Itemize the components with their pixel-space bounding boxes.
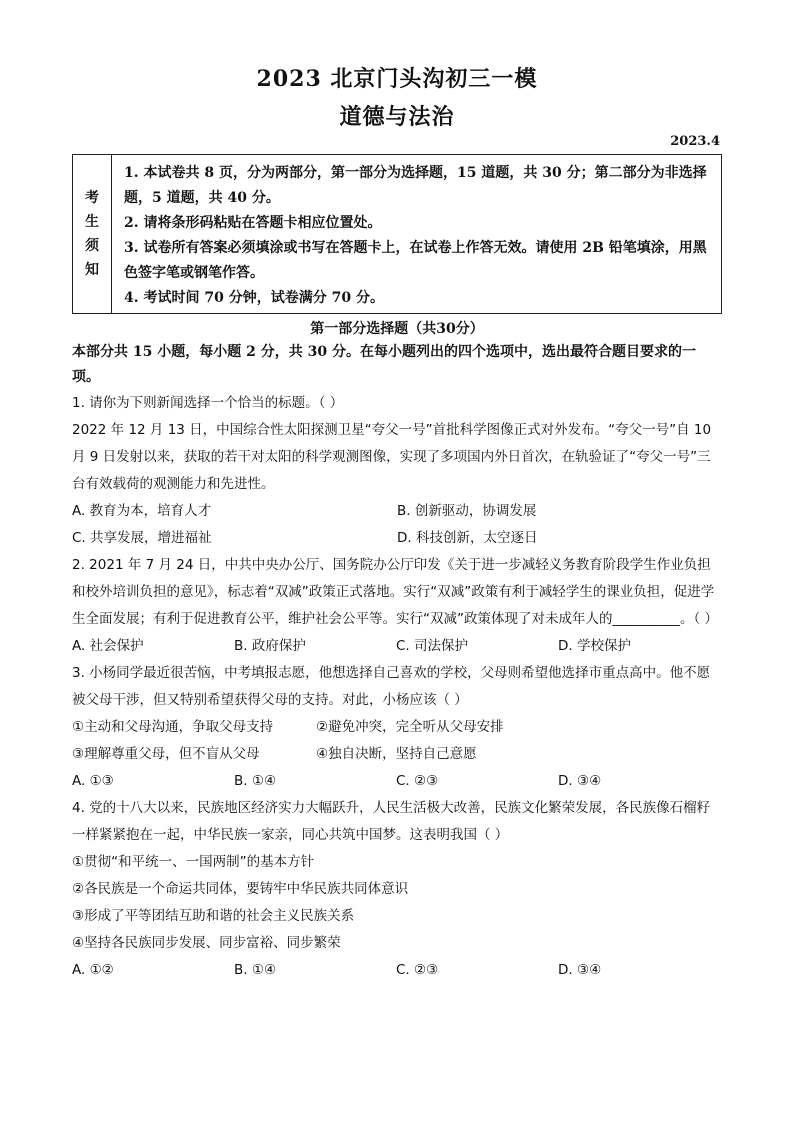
question-text: 2022 年 12 月 13 日，中国综合性太阳探测卫星“夸父一号”首批科学图像正式对外发布。“夸父一号”自 10 月 9 日发射以来，获取的若干对太阳的科学观测图像，实现了多项国内外日首次，在轨验证了“夸父一号”三台有效载荷的观测能力和先进性。 [72, 422, 712, 492]
questions-area [72, 340, 722, 984]
notice-item: 2. 请将条形码粘贴在答题卡相应位置处。 [124, 215, 382, 231]
choice-item: ③形成了平等团结互助和谐的社会主义民族关系 [72, 908, 355, 924]
option-a[interactable]: A. ①② [72, 962, 114, 978]
notice-item: 1. 本试卷共 8 页，分为两部分，第一部分为选择题，15 道题，共 30 分；第二部分为非选择题，5 道题，共 40 分。 [124, 165, 707, 206]
option-list [72, 633, 722, 660]
question-3 [72, 660, 722, 795]
notice-label-char: 知 [85, 262, 99, 278]
choice-row [72, 714, 722, 741]
option-a[interactable]: A. 教育为本，培育人才 [72, 503, 212, 519]
choice-item: ③理解尊重父母，但不盲从父母 [72, 746, 260, 762]
choice-item: ④坚持各民族同步发展、同步富裕、同步繁荣 [72, 935, 341, 951]
option-d[interactable]: D. ③④ [558, 773, 602, 789]
option-b[interactable]: B. ①④ [234, 962, 277, 978]
option-d[interactable]: D. 科技创新，太空逐日 [397, 530, 538, 546]
option-b[interactable]: B. 政府保护 [234, 638, 306, 654]
choice-row [72, 741, 722, 768]
choice-item: ④独自决断，坚持自己意愿 [316, 746, 477, 762]
option-c[interactable]: C. ②③ [396, 962, 439, 978]
question-1 [72, 390, 722, 552]
option-list [72, 957, 722, 984]
choice-item: ①主动和父母沟通，争取父母支持 [72, 719, 274, 735]
exam-subject: 道德与法治 [339, 104, 455, 130]
option-c[interactable]: C. 司法保护 [396, 638, 469, 654]
exam-date: 2023.4 [670, 134, 720, 149]
question-stem: 1. 请你为下则新闻选择一个恰当的标题。（ ） [72, 395, 344, 411]
choice-item: ①贯彻“和平统一、一国两制”的基本方针 [72, 854, 315, 870]
notice-body [112, 155, 721, 313]
notice-item: 3. 试卷所有答案必须填涂或书写在答题卡上，在试卷上作答无效。请使用 2B 铅笔填涂，用黑色签字笔或钢笔作答。 [124, 240, 707, 281]
question-stem: 3. 小杨同学最近很苦恼，中考填报志愿，他想选择自己喜欢的学校，父母则希望他选择市重点高中。他不愿被父母干涉，但又特别希望获得父母的支持。对此，小杨应该（ ） [72, 665, 711, 708]
question-2 [72, 552, 722, 660]
notice-label-char: 考 [85, 190, 99, 206]
question-4 [72, 795, 722, 984]
option-b[interactable]: B. ①④ [234, 773, 277, 789]
notice-label-char: 生 [85, 214, 99, 230]
notice-item: 4. 考试时间 70 分钟，试卷满分 70 分。 [124, 290, 384, 306]
option-d[interactable]: D. 学校保护 [558, 638, 631, 654]
option-list [72, 498, 722, 552]
option-a[interactable]: A. 社会保护 [72, 638, 144, 654]
choice-item: ②避免冲突，完全听从父母安排 [316, 719, 504, 735]
exam-notice-box [72, 154, 722, 314]
section-title: 第一部分选择题（共30分） [310, 321, 484, 337]
option-c[interactable]: C. 共享发展，增进福祉 [72, 530, 212, 546]
option-c[interactable]: C. ②③ [396, 773, 439, 789]
option-list [72, 768, 722, 795]
option-a[interactable]: A. ①③ [72, 773, 114, 789]
section-intro: 本部分共 15 小题，每小题 2 分，共 30 分。在每小题列出的四个选项中，选出最符合题目要求的一项。 [72, 344, 696, 385]
option-d[interactable]: D. ③④ [558, 962, 602, 978]
choice-item: ②各民族是一个命运共同体，要铸牢中华民族共同体意识 [72, 881, 409, 897]
question-stem: 2. 2021 年 7 月 24 日，中共中央办公厅、国务院办公厅印发《关于进一步减轻义务教育阶段学生作业负担和校外培训负担的意见》，标志着“双减”政策正式落地。实行“双减”政策有利于减轻学生的课业负担，促进学生全面发展；有利于促进教育公平，维护社会公平等。实行“双减”政策体现了对未成年人的__________。（ ） [72, 557, 719, 627]
notice-label-char: 须 [85, 238, 99, 254]
question-stem: 4. 党的十八大以来，民族地区经济实力大幅跃升，人民生活极大改善，民族文化繁荣发展，各民族像石榴籽一样紧紧抱在一起，中华民族一家亲，同心共筑中国梦。这表明我国（ ） [72, 800, 711, 843]
option-b[interactable]: B. 创新驱动，协调发展 [397, 503, 537, 519]
notice-label [73, 155, 112, 313]
exam-title: 2023 北京门头沟初三一模 [256, 66, 538, 92]
